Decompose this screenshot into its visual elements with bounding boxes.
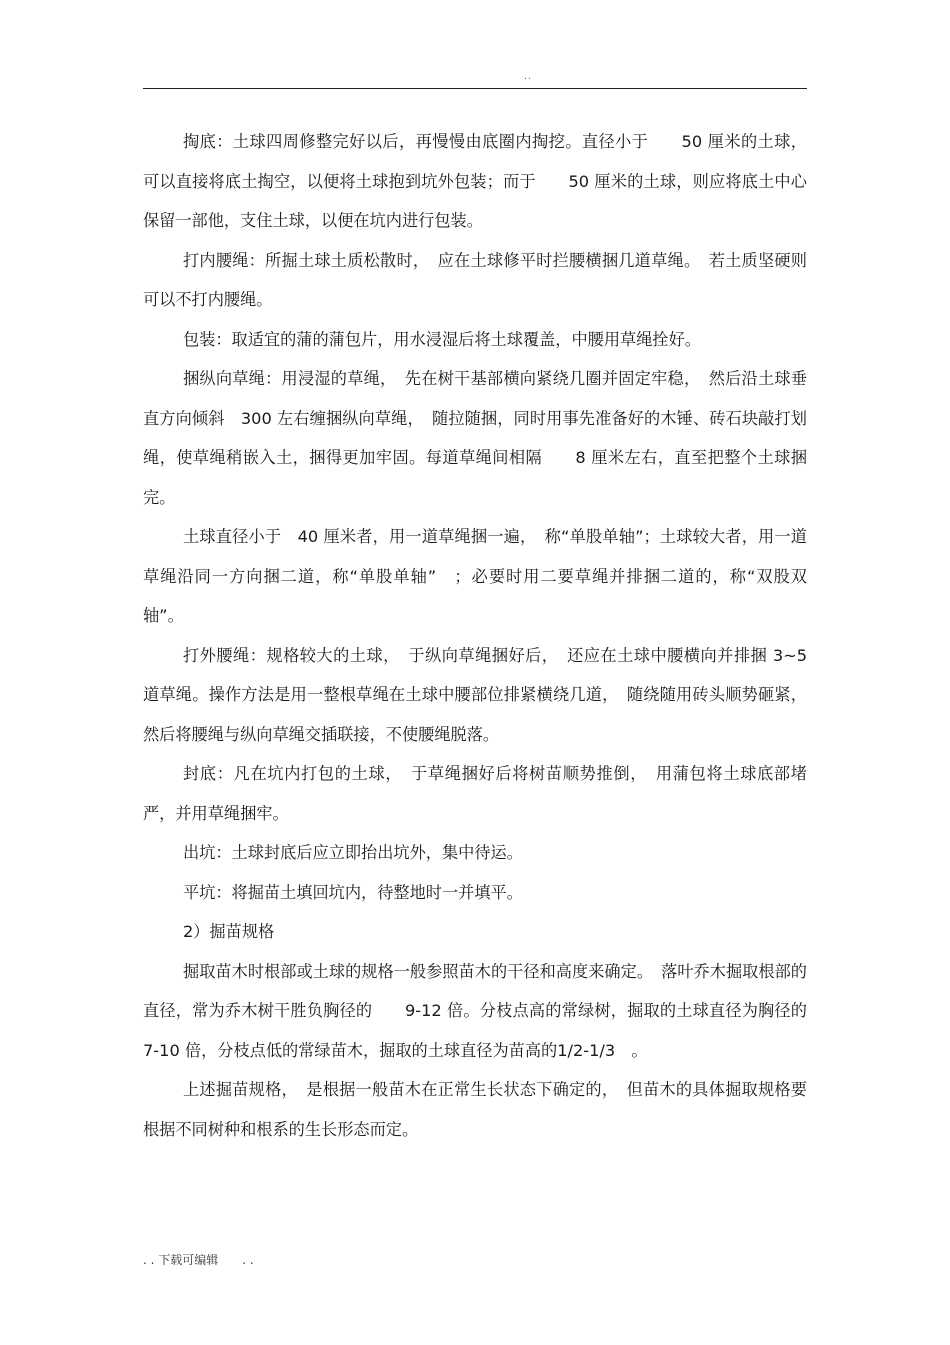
footer-text: . . 下载可编辑 . .	[143, 1253, 254, 1267]
paragraph-packing: 包装：取适宜的蒲的蒲包片，用水浸湿后将土球覆盖，中腰用草绳拴好。	[183, 329, 701, 349]
body-text	[143, 122, 824, 1149]
paragraph-outer-waist-rope: 打外腰绳：规格较大的土球， 于纵向草绳捆好后， 还应在土球中腰横向并排捆 3~5 道草绳。操作方法是用一整根草绳在土球中腰部位排紧横绕几道， 随绕随用砖头顺势砸紧，然后将腰绳与纵向草绳交插联接，不使腰绳脱落。	[143, 645, 813, 744]
paragraph-fill-pit: 平坑：将掘苗土填回坑内，待整地时一并填平。	[183, 882, 523, 902]
paragraph-seal-bottom: 封底：凡在坑内打包的土球， 于草绳捆好后将树苗顺势推倒， 用蒲包将土球底部堵严，并用草绳捆牢。	[143, 764, 807, 823]
paragraph-taodi: 掏底：土球四周修整完好以后，再慢慢由底圈内掏挖。直径小于 50 厘米的土球，可以直接将底土掏空，以便将土球抱到坑外包装；而于 50 厘米的土球，则应将底土中心保留一部他，支住土球，以便在坑内进行包装。	[143, 132, 807, 230]
paragraph-specs: 掘取苗木时根部或土球的规格一般参照苗木的干径和高度来确定。 落叶乔木掘取根部的直径，常为乔木树干胜负胸径的 9-12 倍。分枝点高的常绿树，掘取的土球直径为胸径的 7-10 倍，分枝点低的常绿苗木，掘取的土球直径为苗高的1/2-1/3 。	[143, 961, 824, 1060]
paragraph-out-of-pit: 出坑：土球封底后应立即抬出坑外，集中待运。	[183, 843, 523, 862]
paragraph-inner-waist-rope: 打内腰绳：所掘土球土质松散时， 应在土球修平时拦腰横捆几道草绳。 若土质坚硬则可以不打内腰绳。	[143, 250, 807, 309]
header-mark: ..	[524, 72, 532, 82]
paragraph-longitudinal-rope: 捆纵向草绳：用浸湿的草绳， 先在树干基部横向紧绕几圈并固定牢稳， 然后沿土球垂直方向倾斜 300 左右缠捆纵向草绳， 随拉随捆，同时用事先准备好的木锤、砖石块敲打划绳，使草绳稍嵌入土，捆得更加牢固。每道草绳间相隔 8 厘米左右，直至把整个土球捆完。	[143, 369, 807, 507]
section-heading-specs: 2）掘苗规格	[183, 922, 275, 941]
paragraph-rope-types: 土球直径小于 40 厘米者，用一道草绳捆一遍， 称“单股单轴”；土球较大者，用一道草绳沿同一方向捆二道，称“单股单轴” ；必要时用二要草绳并排捆二道的，称“双股双轴”。	[143, 527, 807, 625]
paragraph-specs-note: 上述掘苗规格， 是根据一般苗木在正常生长状态下确定的， 但苗木的具体掘取规格要根据不同树种和根系的生长形态而定。	[143, 1080, 807, 1139]
header-rule	[143, 88, 807, 89]
